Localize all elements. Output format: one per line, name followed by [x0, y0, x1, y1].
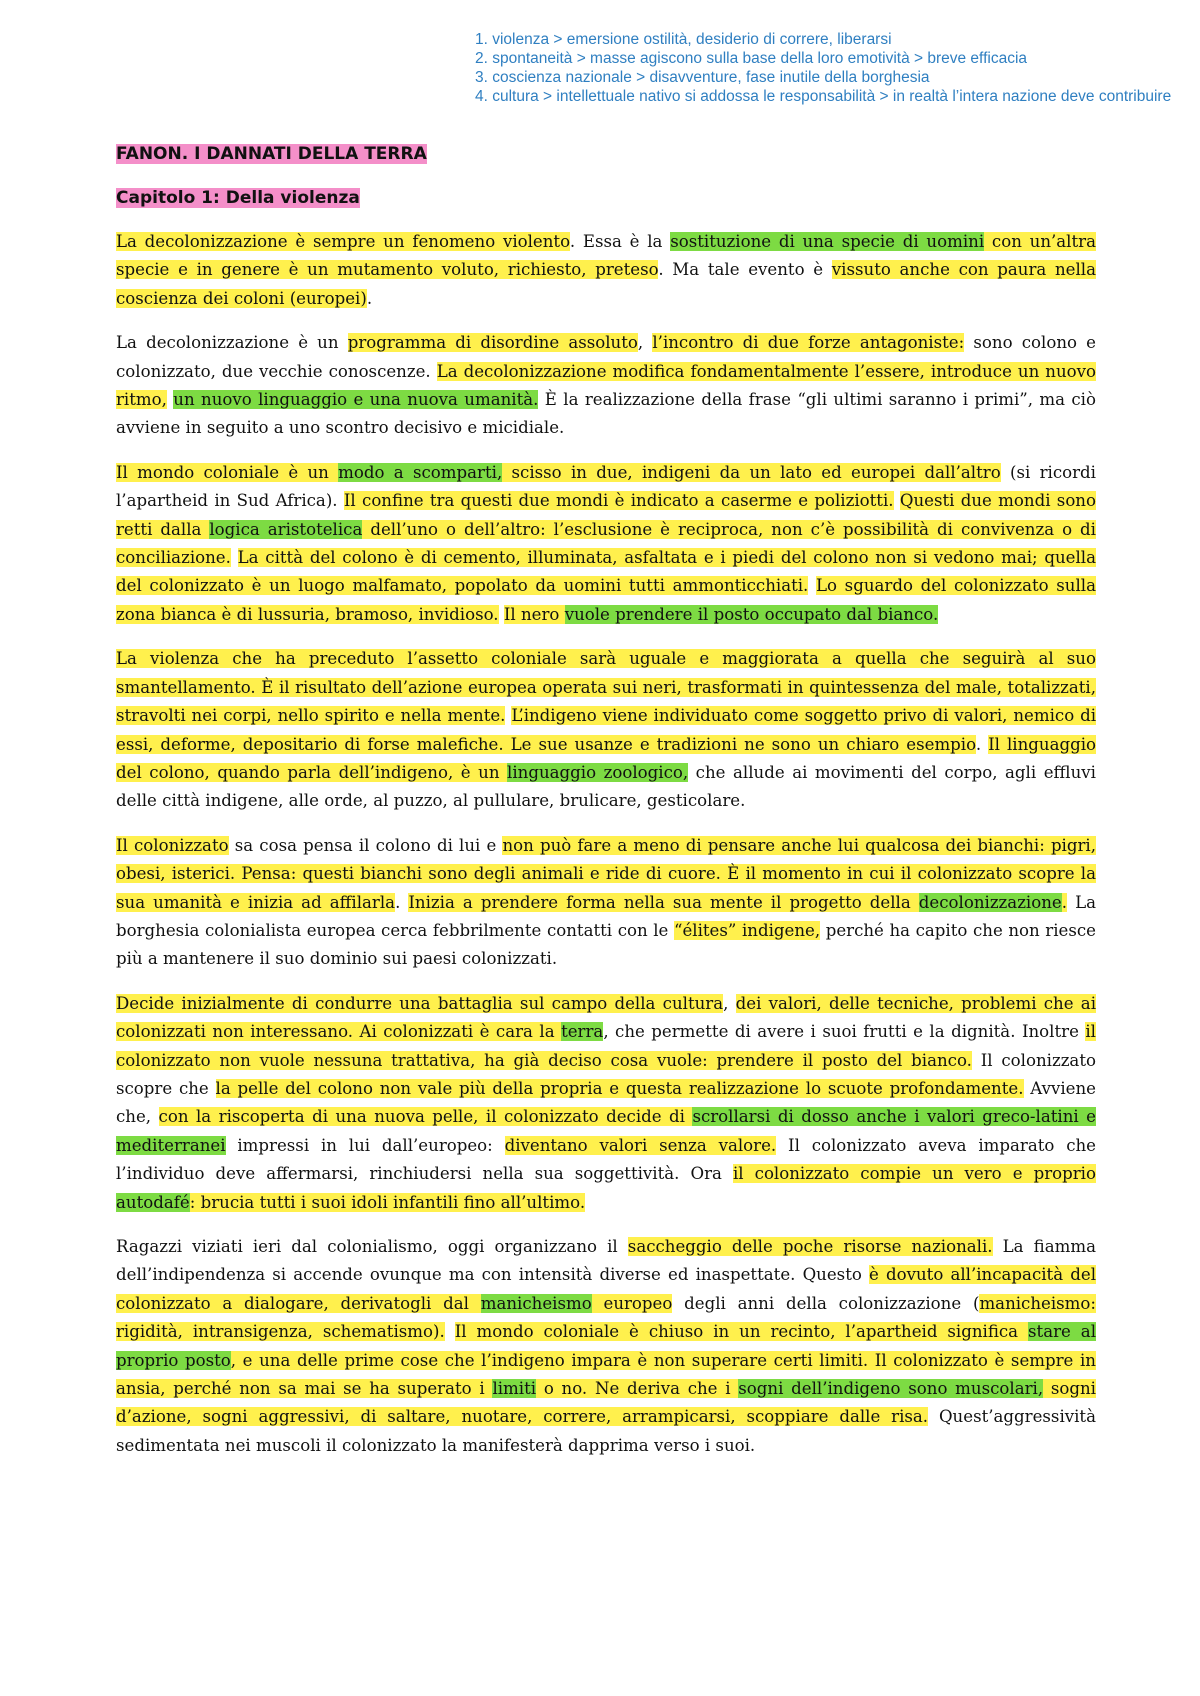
highlight-yellow: Il mondo coloniale è chiuso in un recinto, l’apartheid significa: [454, 1322, 1029, 1342]
highlight-green: modo a scomparti,: [338, 462, 503, 482]
highlight-yellow: Decide inizialmente di condurre una battaglia sul campo della cultura: [116, 993, 724, 1013]
highlight-yellow: è dovuto all’incapacità del colonizzato a dialogare, derivatogli dal: [116, 1265, 1097, 1313]
note-line: 3. coscienza nazionale > disavventure, fase inutile della borghesia: [475, 69, 930, 86]
highlight-green: stare al proprio posto: [116, 1322, 1097, 1370]
text-run: Avviene che,: [116, 1078, 1096, 1127]
highlight-yellow: scisso in due,: [502, 462, 633, 482]
highlight-green: terra: [561, 1022, 604, 1042]
text-run: . Ma tale evento è: [658, 260, 832, 280]
text-run: Il colonizzato scopre che: [116, 1050, 1096, 1098]
text-run: Il colonizzato aveva imparato che l’individuo deve affermarsi, rinchiudersi nella sua soggettività. Ora: [116, 1135, 1096, 1184]
highlight-green: sogni dell’indigeno sono muscolari,: [738, 1379, 1044, 1399]
paragraph: [116, 645, 1096, 815]
highlight-yellow: Il mondo coloniale è un: [116, 462, 339, 482]
highlight-yellow: saccheggio delle poche risorse nazionali.: [627, 1237, 993, 1256]
highlight-yellow: e in genere è un mutamento voluto, richiesto, preteso: [169, 260, 659, 280]
text-run: ,: [723, 993, 736, 1013]
text-run: È la realizzazione della frase “gli ultimi saranno i primi”, ma ciò avviene in seguito a uno scontro decisivo e micidiale.: [116, 390, 1096, 438]
highlight-yellow: La decolonizzazione è sempre un fenomeno violento: [116, 232, 570, 251]
highlight-yellow: programma di disordine assoluto: [347, 333, 638, 353]
highlight-yellow: Inizia a prendere forma nella sua mente il progetto della: [408, 892, 919, 912]
highlight-yellow: L’indigeno viene individuato come soggetto privo di valori, nemico di essi, deforme, depositario di forse malefiche: [116, 706, 1097, 754]
highlight-yellow: la pelle del colono non vale più della propria e questa realizzazione lo scuote profondamente.: [215, 1078, 1024, 1098]
highlight-green: autodafé: [116, 1192, 190, 1212]
text-run: [808, 576, 816, 595]
text-run: Quest’aggressività sedimentata nei muscoli il colonizzato la manifesterà dapprima verso i suoi.: [116, 1407, 1096, 1455]
text-run: sono colono e colonizzato, due vecchie conoscenze.: [116, 333, 1096, 381]
highlight-yellow: dell’uno o dell’altro: l’esclusione è reciproca, non c’è possibilità di convivenza o di conciliazione.: [116, 519, 1096, 568]
text-run: (si ricordi l’apartheid in Sud Africa).: [116, 462, 1096, 511]
highlight-yellow: La città del colono è di cemento, illuminata, asfaltata e i piedi del colono non si vedono mai; quella del colonizzato è un luogo malfamato, popolato da uomini tutti ammonticchiati.: [116, 548, 1096, 596]
highlight-yellow: indigeni da un lato ed europei dall’altro: [632, 462, 1001, 482]
text-run: ,: [637, 333, 653, 353]
note-line: 1. violenza > emersione ostilità, desiderio di correre, liberarsi: [475, 31, 892, 48]
paragraph: [116, 832, 1096, 974]
highlight-green: linguaggio zoologico,: [507, 762, 689, 782]
highlight-yellow: l’incontro di due forze antagoniste:: [652, 333, 965, 353]
text-run: La decolonizzazione è un: [116, 333, 348, 353]
text-run: La borghesia colonialista europea cerca febbrilmente contatti con le: [116, 892, 1096, 940]
highlight-yellow: La decolonizzazione modifica fondamentalmente l’essere, introduce un nuovo ritmo,: [116, 361, 1096, 410]
margin-notes: [475, 30, 1175, 106]
highlight-yellow: Il linguaggio del colono, quando parla dell’indigeno, è un: [116, 734, 1096, 782]
highlight-yellow: “élites” indigene,: [673, 920, 821, 940]
highlight-yellow: vissuto anche con paura nella coscienza dei coloni (europei): [116, 260, 1096, 308]
highlight-yellow: con la riscoperta di una nuova pelle, il colonizzato decide di: [158, 1107, 693, 1127]
highlight-yellow: Questi due mondi sono retti dalla: [116, 491, 1096, 539]
text-run: degli anni della colonizzazione (: [672, 1293, 980, 1313]
highlight-green: logica aristotelica: [209, 519, 363, 539]
highlight-green: sostituzione di una specie di uomini: [670, 232, 985, 251]
highlight-green: decolonizzazione: [918, 892, 1062, 912]
highlight-yellow: , e una delle prime cose che l’indigeno impara è non superare certi limiti. Il colonizzato è sempre in ansia, perché non sa mai se ha superato i: [116, 1350, 1096, 1399]
highlight-yellow: manicheismo: rigidità, intransigenza, schematismo).: [116, 1293, 1096, 1342]
highlight-yellow: . Le sue usanze e tradizioni ne sono un chiaro esempio: [498, 734, 976, 754]
highlight-green: limiti: [492, 1379, 537, 1399]
highlight-yellow: Lo sguardo del colonizzato sulla zona bianca è di lussuria, bramoso, invidioso.: [116, 576, 1096, 624]
highlight-green: un nuovo linguaggio e una nuova umanità.: [173, 390, 539, 410]
paragraph: [116, 228, 1096, 313]
paragraph: [116, 329, 1096, 443]
highlight-yellow: .: [1061, 892, 1068, 912]
chapter-heading: [116, 184, 1096, 212]
paragraph: [116, 1233, 1096, 1460]
text-run: [231, 548, 238, 567]
highlight-yellow: non può fare a meno di pensare anche lui qualcosa dei bianchi: pigri, obesi, isterici. Pensa: questi bianchi sono degli animali e ride di cuore. È il momento in cui il colonizzato scopre la sua umanità e inizia ad affilarla: [116, 835, 1097, 912]
highlight-yellow: il colonizzato compie un vero e proprio: [732, 1164, 1096, 1184]
text-run: perché ha capito che non riesce più a mantenere il suo dominio sui paesi colonizzati.: [116, 920, 1096, 969]
chapter-heading-text: Capitolo 1: Della violenza: [116, 188, 360, 208]
highlight-yellow: dei valori, delle tecniche, problemi che ai colonizzati non interessano. Ai colonizzati è cara la: [116, 993, 1096, 1042]
paragraph: [116, 459, 1096, 629]
text-run: .: [395, 892, 409, 912]
text-run: impressi in lui dall’europeo:: [225, 1135, 505, 1155]
highlight-yellow: europeo: [591, 1293, 673, 1313]
text-run: che allude ai movimenti del corpo, agli effluvi delle città indigene, alle orde, al puzzo, al pullulare, brulicare, gesticolare.: [116, 762, 1096, 811]
text-run: .: [975, 734, 989, 754]
document-body: [116, 140, 1096, 1476]
highlight-green: manicheismo: [480, 1293, 592, 1313]
highlight-yellow: sogni d’azione, sogni aggressivi, di saltare, nuotare, correre, arrampicarsi, scoppiare dalle risa.: [116, 1379, 1096, 1427]
text-run: [445, 1322, 455, 1341]
paragraph: [116, 990, 1096, 1217]
document-title-text: FANON. I DANNATI DELLA TERRA: [116, 144, 427, 164]
highlight-yellow: È il risultato dell’azione europea operata sui neri, trasformati in quintessenza del male, totalizzati, stravolti nei corpi, nello spirito e nella mente.: [116, 677, 1096, 726]
highlight-green: vuole prendere il posto occupato dal bianco.: [564, 604, 939, 624]
text-run: sa cosa pensa il colono di lui e: [228, 835, 503, 855]
text-run: Ragazzi viziati ieri dal colonialismo, oggi organizzano il: [116, 1237, 628, 1256]
highlight-yellow: Il colonizzato: [116, 835, 229, 855]
highlight-yellow: diventano valori senza valore.: [504, 1135, 777, 1155]
highlight-green: scrollarsi di dosso anche i valori greco-latini e mediterranei: [116, 1107, 1096, 1155]
text-run: [894, 491, 900, 510]
highlight-yellow: con un’altra specie: [116, 232, 1096, 280]
highlight-yellow: Il nero: [503, 604, 565, 624]
highlight-yellow: Il confine tra questi due mondi è indicato a caserme e poliziotti.: [343, 491, 894, 511]
text-run: , che permette di avere i suoi frutti e la dignità. Inoltre: [603, 1022, 1086, 1042]
highlight-yellow: il colonizzato non vuole nessuna trattativa, ha già deciso cosa vuole: prendere il posto del bianco.: [116, 1022, 1096, 1070]
document-title: [116, 140, 1096, 168]
text-run: La fiamma dell’indipendenza si accende ovunque ma con intensità diverse ed inaspettate. Questo: [116, 1237, 1096, 1285]
note-line: 2. spontaneità > masse agiscono sulla base della loro emotività > breve efficacia: [475, 50, 1028, 67]
highlight-yellow: : brucia tutti i suoi idoli infantili fino all’ultimo.: [189, 1192, 586, 1212]
text-run: .: [366, 288, 373, 308]
text-run: . Essa è la: [569, 232, 671, 251]
highlight-yellow: o no. Ne deriva che i: [536, 1379, 739, 1399]
note-line: 4. cultura > intellettuale nativo si addossa le responsabilità > in realtà l’intera nazione deve contribuire: [475, 88, 1172, 105]
paragraphs-container: [116, 228, 1096, 1460]
highlight-yellow: La violenza che ha preceduto l’assetto coloniale sarà uguale e maggiorata a quella che seguirà al suo smantellamento.: [116, 649, 1096, 697]
